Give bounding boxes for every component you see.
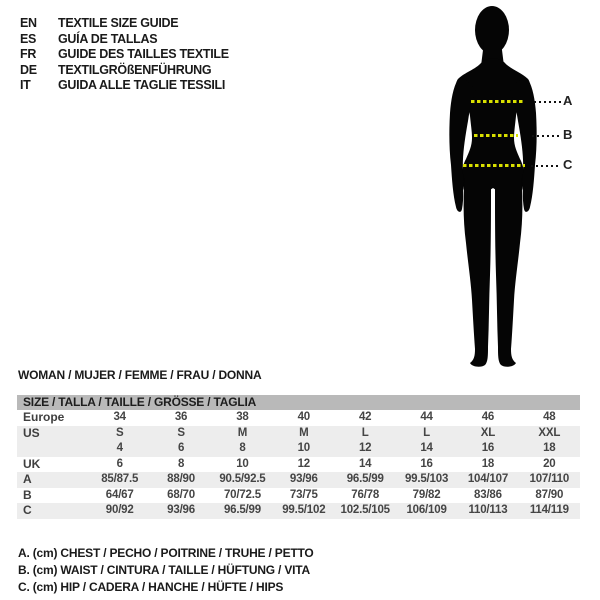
woman-silhouette-figure — [425, 0, 600, 380]
table-cell: L — [361, 426, 369, 439]
language-code: EN — [20, 16, 37, 30]
size-table — [17, 395, 580, 519]
table-cell: 93/96 — [289, 473, 318, 485]
woman-silhouette — [425, 0, 600, 380]
table-cell: 6 — [177, 442, 185, 454]
language-row — [20, 47, 229, 63]
row-label: Europe — [23, 410, 65, 424]
table-cell: M — [299, 426, 309, 439]
table-cell: 79/82 — [412, 488, 441, 501]
table-cell: 12 — [358, 442, 372, 454]
table-cell: 10 — [236, 457, 249, 470]
chest-marker-label: A — [563, 93, 573, 108]
language-code: DE — [20, 62, 37, 77]
table-cell: 42 — [358, 411, 372, 423]
table-cell: XXL — [538, 426, 561, 439]
table-cell: 85/87.5 — [101, 473, 139, 485]
table-cell: 14 — [420, 442, 433, 454]
table-row — [17, 488, 580, 504]
table-cell: 104/107 — [467, 473, 509, 485]
table-cell: 90.5/92.5 — [219, 473, 266, 485]
table-cell: 34 — [113, 411, 126, 423]
language-title: TEXTILE SIZE GUIDE — [58, 16, 179, 30]
table-row — [17, 410, 580, 426]
table-cell: 20 — [543, 457, 556, 470]
language-row — [20, 63, 229, 79]
table-row — [17, 457, 580, 473]
table-cell: 76/78 — [351, 488, 380, 501]
silhouette-left-leg — [464, 178, 491, 367]
table-cell: 16 — [481, 442, 495, 454]
legend-item: C. (cm) HIP / CADERA / HANCHE / HÜFTE / HIPS — [18, 580, 284, 594]
language-row — [20, 32, 229, 48]
table-cell: M — [237, 426, 248, 439]
row-label: UK — [23, 456, 41, 471]
measurement-legend — [18, 545, 314, 596]
size-table-header: SIZE / TALLA / TAILLE / GRÖSSE / TAGLIA — [17, 395, 580, 410]
legend-item: B. (cm) WAIST / CINTURA / TAILLE / HÜFTUNG / VITA — [18, 563, 310, 577]
table-cell: 106/109 — [406, 504, 447, 516]
table-cell: 40 — [297, 411, 311, 423]
table-cell: 44 — [420, 411, 433, 423]
table-cell: 83/86 — [474, 488, 502, 501]
table-row — [17, 441, 580, 457]
chest-measure-line — [471, 100, 523, 103]
language-code: IT — [20, 78, 31, 92]
hip-leader-dots — [531, 165, 561, 167]
table-cell: 38 — [236, 411, 249, 423]
size-table-body — [17, 410, 580, 519]
chest-leader-dots — [534, 101, 562, 103]
table-cell: 90/92 — [105, 504, 134, 516]
table-cell: 8 — [177, 457, 185, 470]
table-cell: 18 — [543, 442, 556, 454]
table-cell: 6 — [116, 457, 123, 470]
hip-measure-line — [463, 164, 525, 167]
row-label: C — [23, 503, 32, 517]
table-cell: 102.5/105 — [340, 504, 390, 516]
table-cell: S — [177, 426, 185, 439]
legend-item: A. (cm) CHEST / PECHO / POITRINE / TRUHE / PETTO — [18, 546, 314, 560]
language-title: GUIDE DES TAILLES TEXTILE — [58, 47, 229, 61]
table-cell: 4 — [116, 442, 123, 454]
section-heading: WOMAN / MUJER / FEMME / FRAU / DONNA — [18, 368, 262, 382]
table-cell: 99.5/102 — [282, 504, 326, 516]
row-label: A — [23, 472, 32, 486]
table-cell: 46 — [481, 411, 495, 423]
hip-marker-label: C — [563, 157, 573, 172]
table-cell: 107/110 — [529, 473, 570, 485]
table-cell: 73/75 — [289, 488, 318, 501]
table-cell: 16 — [420, 457, 433, 470]
waist-marker-label: B — [563, 127, 573, 142]
language-title: TEXTILGRÖßENFÜHRUNG — [58, 62, 212, 77]
waist-measure-line — [474, 134, 518, 137]
row-label: US — [23, 425, 40, 440]
table-cell: 18 — [481, 457, 495, 470]
table-cell: 99.5/103 — [404, 473, 449, 485]
waist-leader-dots — [532, 135, 560, 137]
table-cell: 12 — [297, 457, 311, 470]
language-code: ES — [20, 31, 37, 46]
table-cell: S — [115, 426, 124, 439]
table-row — [17, 503, 580, 519]
table-cell: 10 — [297, 442, 311, 454]
row-label: B — [23, 487, 32, 502]
table-cell: 70/72.5 — [223, 488, 261, 501]
table-cell: 87/90 — [535, 488, 564, 501]
language-row — [20, 16, 229, 32]
language-title: GUIDA ALLE TAGLIE TESSILI — [58, 78, 226, 92]
table-cell: 96.5/99 — [223, 504, 261, 516]
silhouette-right-leg — [495, 178, 522, 367]
table-row — [17, 426, 580, 442]
table-cell: 110/113 — [468, 504, 508, 516]
table-cell: 14 — [358, 457, 372, 470]
table-cell: L — [423, 426, 430, 439]
language-title: GUÍA DE TALLAS — [58, 31, 158, 46]
language-code: FR — [20, 47, 37, 61]
table-cell: XL — [480, 426, 496, 439]
language-row — [20, 78, 229, 94]
table-cell: 8 — [239, 442, 246, 454]
table-cell: 88/90 — [167, 473, 195, 485]
language-title-list — [20, 16, 229, 94]
table-cell: 68/70 — [167, 488, 195, 501]
row-label — [17, 441, 89, 457]
table-cell: 48 — [543, 411, 556, 423]
table-row — [17, 472, 580, 488]
table-cell: 36 — [174, 411, 188, 423]
table-cell: 64/67 — [105, 488, 134, 501]
table-cell: 93/96 — [167, 504, 195, 516]
table-cell: 114/119 — [529, 504, 569, 516]
table-cell: 96.5/99 — [346, 473, 384, 485]
